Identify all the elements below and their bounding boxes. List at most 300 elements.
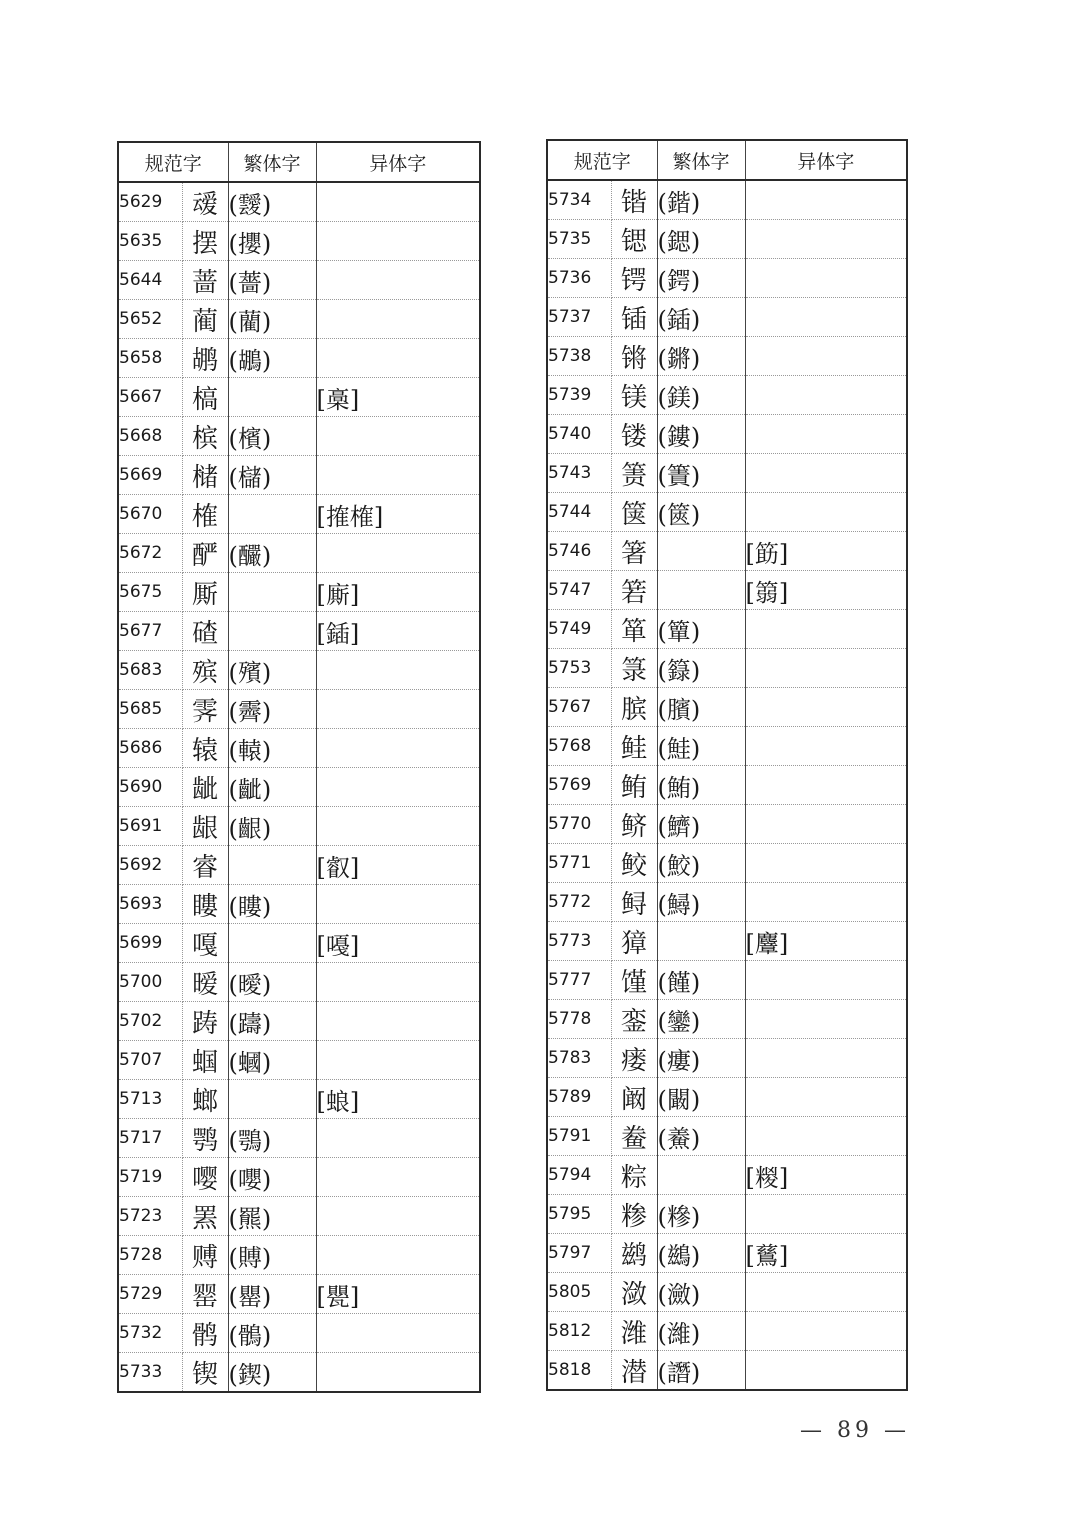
traditional-char bbox=[228, 924, 316, 963]
table-row bbox=[118, 885, 480, 924]
traditional-char: (殯) bbox=[228, 651, 316, 690]
traditional-char: (鏤) bbox=[657, 415, 745, 454]
header-variant: 异体字 bbox=[316, 142, 480, 182]
variant-char bbox=[316, 417, 480, 456]
traditional-char: (臏) bbox=[657, 688, 745, 727]
table-row bbox=[547, 180, 907, 220]
traditional-char: (鶚) bbox=[228, 1119, 316, 1158]
table-row bbox=[547, 1039, 907, 1078]
entry-number: 5629 bbox=[118, 182, 182, 222]
table-row bbox=[547, 220, 907, 259]
table-row bbox=[547, 805, 907, 844]
traditional-char: (簞) bbox=[657, 610, 745, 649]
variant-char bbox=[745, 688, 907, 727]
traditional-char: (鎂) bbox=[657, 376, 745, 415]
table-row bbox=[547, 298, 907, 337]
table-row bbox=[118, 963, 480, 1002]
table-row bbox=[118, 456, 480, 495]
entry-number: 5791 bbox=[547, 1117, 611, 1156]
entry-number: 5733 bbox=[118, 1353, 182, 1393]
entry-number: 5783 bbox=[547, 1039, 611, 1078]
variant-char bbox=[745, 766, 907, 805]
traditional-char bbox=[228, 1080, 316, 1119]
page-number: — 89 — bbox=[800, 1418, 910, 1443]
variant-char bbox=[745, 805, 907, 844]
traditional-char: (曖) bbox=[228, 963, 316, 1002]
variant-char bbox=[316, 456, 480, 495]
table-row bbox=[547, 649, 907, 688]
entry-number: 5736 bbox=[547, 259, 611, 298]
variant-char bbox=[316, 1158, 480, 1197]
standard-char: 锸 bbox=[611, 298, 657, 337]
traditional-char bbox=[657, 571, 745, 610]
traditional-char: (鍔) bbox=[657, 259, 745, 298]
traditional-char: (鶘) bbox=[228, 339, 316, 378]
standard-char: 銮 bbox=[611, 1000, 657, 1039]
traditional-char bbox=[228, 378, 316, 417]
entry-number: 5677 bbox=[118, 612, 182, 651]
table-row bbox=[547, 844, 907, 883]
entry-number: 5732 bbox=[118, 1314, 182, 1353]
variant-char: [麞] bbox=[745, 922, 907, 961]
standard-char: 锲 bbox=[182, 1353, 228, 1393]
variant-char bbox=[316, 1002, 480, 1041]
table-row bbox=[547, 1000, 907, 1039]
variant-char: [筯] bbox=[745, 532, 907, 571]
table-row bbox=[118, 807, 480, 846]
table-row bbox=[118, 612, 480, 651]
table-row bbox=[118, 417, 480, 456]
standard-char: 暧 bbox=[182, 963, 228, 1002]
standard-char: 箧 bbox=[611, 493, 657, 532]
table-row bbox=[547, 532, 907, 571]
traditional-char: (賻) bbox=[228, 1236, 316, 1275]
traditional-char bbox=[657, 1156, 745, 1195]
variant-char bbox=[745, 180, 907, 220]
standard-char: 粽 bbox=[611, 1156, 657, 1195]
standard-char: 蔷 bbox=[182, 261, 228, 300]
entry-number: 5739 bbox=[547, 376, 611, 415]
traditional-char: (釅) bbox=[228, 534, 316, 573]
variant-char: [嘠] bbox=[316, 924, 480, 963]
entry-number: 5669 bbox=[118, 456, 182, 495]
standard-char: 糁 bbox=[611, 1195, 657, 1234]
variant-char: [廝] bbox=[316, 573, 480, 612]
variant-char bbox=[745, 1000, 907, 1039]
table-row bbox=[118, 1197, 480, 1236]
standard-char: 箦 bbox=[611, 454, 657, 493]
variant-char: [糉] bbox=[745, 1156, 907, 1195]
entry-number: 5772 bbox=[547, 883, 611, 922]
standard-char: 箸 bbox=[611, 532, 657, 571]
variant-char bbox=[745, 1039, 907, 1078]
variant-char bbox=[745, 1078, 907, 1117]
entry-number: 5768 bbox=[547, 727, 611, 766]
entry-number: 5700 bbox=[118, 963, 182, 1002]
entry-number: 5767 bbox=[547, 688, 611, 727]
standard-char: 罴 bbox=[182, 1197, 228, 1236]
entry-number: 5749 bbox=[547, 610, 611, 649]
traditional-char: (轅) bbox=[228, 729, 316, 768]
traditional-char: (羆) bbox=[228, 1197, 316, 1236]
traditional-char: (鮫) bbox=[657, 844, 745, 883]
variant-char bbox=[316, 300, 480, 339]
entry-number: 5740 bbox=[547, 415, 611, 454]
variant-char: [鶿] bbox=[745, 1234, 907, 1273]
table-row bbox=[118, 846, 480, 885]
traditional-char: (鱭) bbox=[657, 805, 745, 844]
entry-number: 5812 bbox=[547, 1312, 611, 1351]
table-row bbox=[547, 259, 907, 298]
variant-char bbox=[316, 768, 480, 807]
variant-char bbox=[745, 961, 907, 1000]
standard-char: 螂 bbox=[182, 1080, 228, 1119]
standard-char: 膑 bbox=[611, 688, 657, 727]
entry-number: 5746 bbox=[547, 532, 611, 571]
variant-char bbox=[745, 493, 907, 532]
traditional-char: (鮭) bbox=[657, 727, 745, 766]
standard-char: 箪 bbox=[611, 610, 657, 649]
variant-char: [篛] bbox=[745, 571, 907, 610]
standard-char: 嘤 bbox=[182, 1158, 228, 1197]
variant-char bbox=[745, 1195, 907, 1234]
entry-number: 5723 bbox=[118, 1197, 182, 1236]
standard-char: 厮 bbox=[182, 573, 228, 612]
traditional-char: (篋) bbox=[657, 493, 745, 532]
variant-char bbox=[745, 337, 907, 376]
standard-char: 馑 bbox=[611, 961, 657, 1000]
entry-number: 5691 bbox=[118, 807, 182, 846]
table-row bbox=[547, 415, 907, 454]
table-row bbox=[118, 1275, 480, 1314]
header-standard: 规范字 bbox=[547, 140, 657, 180]
standard-char: 锵 bbox=[611, 337, 657, 376]
standard-char: 鹕 bbox=[182, 339, 228, 378]
traditional-char: (鮪) bbox=[657, 766, 745, 805]
entry-number: 5794 bbox=[547, 1156, 611, 1195]
table-row bbox=[118, 261, 480, 300]
table-row bbox=[547, 610, 907, 649]
entry-number: 5707 bbox=[118, 1041, 182, 1080]
table-row bbox=[547, 688, 907, 727]
traditional-char: (嚶) bbox=[228, 1158, 316, 1197]
traditional-char: (靉) bbox=[228, 182, 316, 222]
traditional-char bbox=[228, 846, 316, 885]
entry-number: 5778 bbox=[547, 1000, 611, 1039]
table-row bbox=[118, 300, 480, 339]
entry-number: 5738 bbox=[547, 337, 611, 376]
standard-char: 锶 bbox=[611, 220, 657, 259]
traditional-char: (簀) bbox=[657, 454, 745, 493]
variant-char bbox=[316, 1353, 480, 1393]
table-row bbox=[118, 651, 480, 690]
traditional-char: (鍇) bbox=[657, 180, 745, 220]
entry-number: 5693 bbox=[118, 885, 182, 924]
table-row bbox=[547, 1195, 907, 1234]
traditional-char: (濰) bbox=[657, 1312, 745, 1351]
standard-char: 龈 bbox=[182, 807, 228, 846]
variant-char bbox=[745, 727, 907, 766]
entry-number: 5728 bbox=[118, 1236, 182, 1275]
traditional-char: (鑾) bbox=[657, 1000, 745, 1039]
traditional-char: (蟈) bbox=[228, 1041, 316, 1080]
entry-number: 5729 bbox=[118, 1275, 182, 1314]
variant-char bbox=[745, 610, 907, 649]
standard-char: 踌 bbox=[182, 1002, 228, 1041]
variant-char bbox=[745, 259, 907, 298]
variant-char bbox=[745, 649, 907, 688]
variant-char bbox=[745, 844, 907, 883]
standard-char: 酽 bbox=[182, 534, 228, 573]
table-row bbox=[118, 768, 480, 807]
variant-char bbox=[316, 885, 480, 924]
header-standard: 规范字 bbox=[118, 142, 228, 182]
traditional-char: (鍤) bbox=[657, 298, 745, 337]
standard-char: 潍 bbox=[611, 1312, 657, 1351]
traditional-char: (鏘) bbox=[657, 337, 745, 376]
traditional-char bbox=[657, 532, 745, 571]
entry-number: 5818 bbox=[547, 1351, 611, 1391]
table-row bbox=[118, 1119, 480, 1158]
standard-char: 槠 bbox=[182, 456, 228, 495]
table-row bbox=[547, 883, 907, 922]
entry-number: 5771 bbox=[547, 844, 611, 883]
traditional-char: (躊) bbox=[228, 1002, 316, 1041]
variant-char: [鍤] bbox=[316, 612, 480, 651]
table-row bbox=[547, 922, 907, 961]
entry-number: 5670 bbox=[118, 495, 182, 534]
variant-char bbox=[745, 415, 907, 454]
table-row bbox=[118, 182, 480, 222]
variant-char bbox=[745, 1117, 907, 1156]
table-row bbox=[118, 690, 480, 729]
traditional-char: (瞜) bbox=[228, 885, 316, 924]
table-row bbox=[547, 1351, 907, 1391]
entry-number: 5795 bbox=[547, 1195, 611, 1234]
table-row bbox=[547, 493, 907, 532]
variant-char bbox=[316, 651, 480, 690]
entry-number: 5719 bbox=[118, 1158, 182, 1197]
table-header-row bbox=[118, 142, 480, 182]
traditional-char: (鍥) bbox=[228, 1353, 316, 1393]
traditional-char: (霽) bbox=[228, 690, 316, 729]
header-traditional: 繁体字 bbox=[657, 140, 745, 180]
table-row bbox=[547, 1312, 907, 1351]
table-row bbox=[547, 376, 907, 415]
standard-char: 鲛 bbox=[611, 844, 657, 883]
standard-char: 锴 bbox=[611, 180, 657, 220]
standard-char: 镂 bbox=[611, 415, 657, 454]
entry-number: 5773 bbox=[547, 922, 611, 961]
traditional-char: (薔) bbox=[228, 261, 316, 300]
table-row bbox=[547, 727, 907, 766]
entry-number: 5805 bbox=[547, 1273, 611, 1312]
entry-number: 5658 bbox=[118, 339, 182, 378]
table-row bbox=[547, 1273, 907, 1312]
entry-number: 5789 bbox=[547, 1078, 611, 1117]
standard-char: 鲟 bbox=[611, 883, 657, 922]
variant-char bbox=[316, 690, 480, 729]
standard-char: 龇 bbox=[182, 768, 228, 807]
standard-char: 摆 bbox=[182, 222, 228, 261]
standard-char: 霁 bbox=[182, 690, 228, 729]
traditional-char bbox=[228, 612, 316, 651]
entry-number: 5692 bbox=[118, 846, 182, 885]
table-row bbox=[547, 1156, 907, 1195]
traditional-char: (饉) bbox=[657, 961, 745, 1000]
variant-char bbox=[316, 339, 480, 378]
character-table-right bbox=[546, 139, 908, 1391]
table-row bbox=[547, 961, 907, 1000]
standard-char: 睿 bbox=[182, 846, 228, 885]
variant-char bbox=[316, 261, 480, 300]
standard-char: 镁 bbox=[611, 376, 657, 415]
table-row bbox=[118, 534, 480, 573]
variant-char: [搉榷] bbox=[316, 495, 480, 534]
entry-number: 5747 bbox=[547, 571, 611, 610]
standard-char: 嘎 bbox=[182, 924, 228, 963]
table-row bbox=[118, 729, 480, 768]
table-row bbox=[118, 378, 480, 417]
table-row bbox=[118, 1353, 480, 1393]
standard-char: 榷 bbox=[182, 495, 228, 534]
standard-char: 潋 bbox=[611, 1273, 657, 1312]
entry-number: 5777 bbox=[547, 961, 611, 1000]
traditional-char: (罌) bbox=[228, 1275, 316, 1314]
variant-char bbox=[316, 1197, 480, 1236]
standard-char: 蝈 bbox=[182, 1041, 228, 1080]
entry-number: 5770 bbox=[547, 805, 611, 844]
entry-number: 5683 bbox=[118, 651, 182, 690]
table-row bbox=[118, 573, 480, 612]
table-row bbox=[118, 1080, 480, 1119]
table-row bbox=[118, 495, 480, 534]
entry-number: 5667 bbox=[118, 378, 182, 417]
header-traditional: 繁体字 bbox=[228, 142, 316, 182]
variant-char bbox=[745, 883, 907, 922]
standard-char: 鹚 bbox=[611, 1234, 657, 1273]
variant-char bbox=[745, 298, 907, 337]
entry-number: 5685 bbox=[118, 690, 182, 729]
entry-number: 5686 bbox=[118, 729, 182, 768]
table-row bbox=[547, 1234, 907, 1273]
standard-char: 辕 bbox=[182, 729, 228, 768]
standard-char: 鹘 bbox=[182, 1314, 228, 1353]
table-row bbox=[547, 454, 907, 493]
standard-char: 阚 bbox=[611, 1078, 657, 1117]
entry-number: 5702 bbox=[118, 1002, 182, 1041]
traditional-char: (檳) bbox=[228, 417, 316, 456]
variant-char bbox=[745, 220, 907, 259]
standard-char: 赙 bbox=[182, 1236, 228, 1275]
entry-number: 5672 bbox=[118, 534, 182, 573]
variant-char bbox=[316, 534, 480, 573]
entry-number: 5735 bbox=[547, 220, 611, 259]
standard-char: 鲚 bbox=[611, 805, 657, 844]
entry-number: 5713 bbox=[118, 1080, 182, 1119]
traditional-char bbox=[228, 573, 316, 612]
variant-char bbox=[745, 454, 907, 493]
variant-char bbox=[316, 963, 480, 1002]
table-row bbox=[547, 337, 907, 376]
standard-char: 碴 bbox=[182, 612, 228, 651]
traditional-char: (齦) bbox=[228, 807, 316, 846]
variant-char bbox=[316, 182, 480, 222]
traditional-char: (鶻) bbox=[228, 1314, 316, 1353]
standard-char: 鲑 bbox=[611, 727, 657, 766]
table-row bbox=[118, 1041, 480, 1080]
traditional-char: (鯗) bbox=[657, 1117, 745, 1156]
variant-char bbox=[745, 376, 907, 415]
traditional-char bbox=[228, 495, 316, 534]
entry-number: 5737 bbox=[547, 298, 611, 337]
variant-char: [蜋] bbox=[316, 1080, 480, 1119]
variant-char: [甖] bbox=[316, 1275, 480, 1314]
table-row bbox=[118, 339, 480, 378]
traditional-char: (鷀) bbox=[657, 1234, 745, 1273]
standard-char: 锷 bbox=[611, 259, 657, 298]
variant-char bbox=[316, 807, 480, 846]
variant-char: [叡] bbox=[316, 846, 480, 885]
variant-char bbox=[316, 1236, 480, 1275]
standard-char: 鲔 bbox=[611, 766, 657, 805]
standard-char: 叆 bbox=[182, 182, 228, 222]
standard-char: 槟 bbox=[182, 417, 228, 456]
entry-number: 5744 bbox=[547, 493, 611, 532]
table-row bbox=[547, 1078, 907, 1117]
variant-char bbox=[316, 222, 480, 261]
header-variant: 异体字 bbox=[745, 140, 907, 180]
traditional-char: (瘻) bbox=[657, 1039, 745, 1078]
table-row bbox=[118, 1236, 480, 1275]
traditional-char: (攖) bbox=[228, 222, 316, 261]
entry-number: 5699 bbox=[118, 924, 182, 963]
standard-char: 潜 bbox=[611, 1351, 657, 1391]
standard-char: 箓 bbox=[611, 649, 657, 688]
entry-number: 5668 bbox=[118, 417, 182, 456]
traditional-char: (籙) bbox=[657, 649, 745, 688]
table-row bbox=[118, 1002, 480, 1041]
traditional-char: (鍶) bbox=[657, 220, 745, 259]
standard-char: 蔺 bbox=[182, 300, 228, 339]
traditional-char: (瀲) bbox=[657, 1273, 745, 1312]
traditional-char: (鱘) bbox=[657, 883, 745, 922]
variant-char: [槀] bbox=[316, 378, 480, 417]
table-row bbox=[547, 1117, 907, 1156]
entry-number: 5717 bbox=[118, 1119, 182, 1158]
standard-char: 箬 bbox=[611, 571, 657, 610]
entry-number: 5635 bbox=[118, 222, 182, 261]
entry-number: 5690 bbox=[118, 768, 182, 807]
table-row bbox=[118, 1158, 480, 1197]
traditional-char: (櫧) bbox=[228, 456, 316, 495]
standard-char: 罂 bbox=[182, 1275, 228, 1314]
entry-number: 5644 bbox=[118, 261, 182, 300]
character-table-left bbox=[117, 141, 481, 1393]
entry-number: 5743 bbox=[547, 454, 611, 493]
table-row bbox=[118, 1314, 480, 1353]
variant-char bbox=[745, 1312, 907, 1351]
entry-number: 5753 bbox=[547, 649, 611, 688]
standard-char: 瘘 bbox=[611, 1039, 657, 1078]
entry-number: 5675 bbox=[118, 573, 182, 612]
traditional-char: (齜) bbox=[228, 768, 316, 807]
standard-char: 鲞 bbox=[611, 1117, 657, 1156]
variant-char bbox=[745, 1273, 907, 1312]
traditional-char: (藺) bbox=[228, 300, 316, 339]
standard-char: 殡 bbox=[182, 651, 228, 690]
entry-number: 5797 bbox=[547, 1234, 611, 1273]
